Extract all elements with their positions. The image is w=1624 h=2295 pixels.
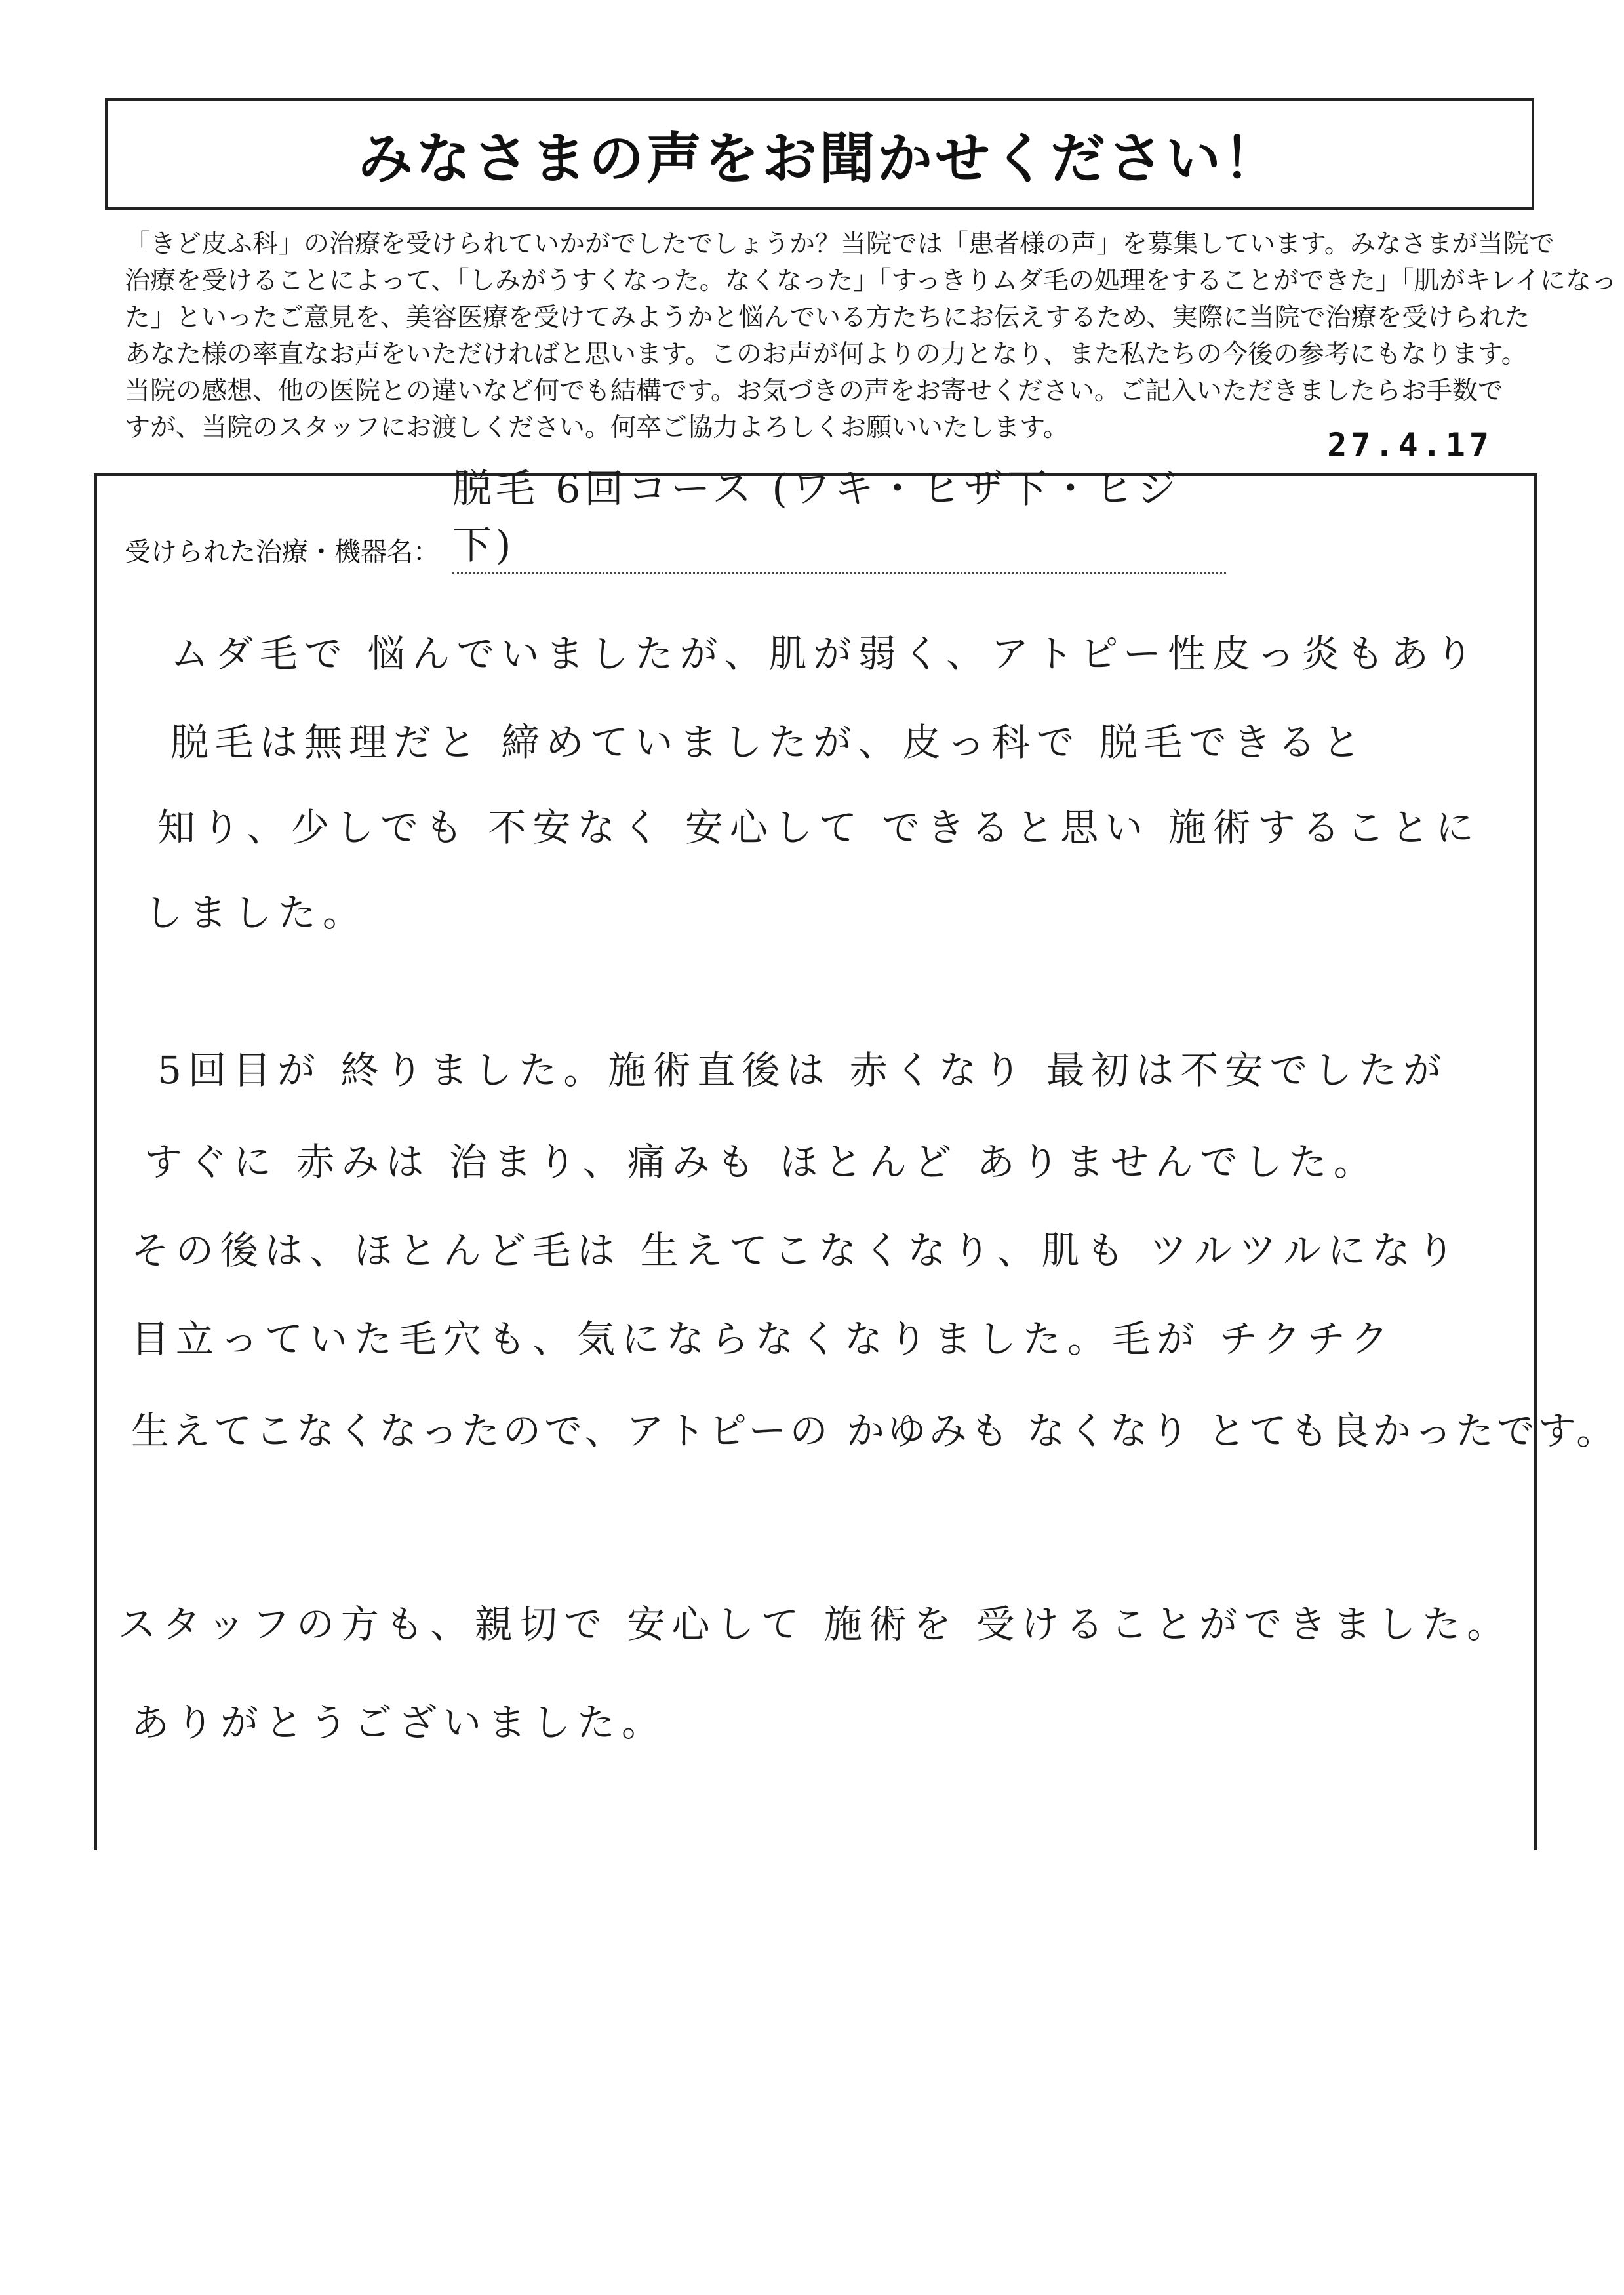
intro-line: た」といったご意見を、美容医療を受けてみようかと悩んでいる方たちにお伝えするため、実際に当院で治療を受けられた bbox=[125, 303, 1530, 332]
comment-line: 生えてこなくなったので、アトピーの かゆみも なくなり とても良かったです。 bbox=[131, 1408, 1618, 1453]
treatment-value: 脱毛 6回コース (ワキ・ヒザ下・ヒジ下) bbox=[452, 458, 1226, 574]
comment-line: しました。 bbox=[144, 890, 368, 935]
comment-line: すぐに 赤みは 治まり、痛みも ほとんど ありませんでした。 bbox=[144, 1140, 1378, 1184]
treatment-label: 受けられた治療・機器名： bbox=[125, 537, 439, 567]
comment-line: 5回目が 終りました。施術直後は 赤くなり 最初は不安でしたが bbox=[157, 1048, 1448, 1092]
intro-paragraph bbox=[125, 226, 1617, 447]
comment-line: ムダ毛で 悩んでいましたが、肌が弱く、アトピー性皮っ炎もあり bbox=[170, 631, 1480, 676]
title-box bbox=[105, 98, 1534, 210]
comment-line: その後は、ほとんど毛は 生えてこなくなり、肌も ツルツルになり bbox=[131, 1228, 1461, 1273]
comment-line: スタッフの方も、親切で 安心して 施術を 受けることができました。 bbox=[118, 1602, 1512, 1646]
intro-line: 当院の感想、他の医院との違いなど何でも結構です。お気づきの声をお寄せください。ご記入いただきましたらお手数で bbox=[125, 376, 1503, 406]
intro-line: 治療を受けることによって、「しみがうすくなった。なくなった」「すっきりムダ毛の処理をすることができた」「肌がキレイになっ bbox=[125, 266, 1617, 296]
comment-line: ありがとうございました。 bbox=[131, 1700, 667, 1745]
comment-line: 脱毛は無理だと 締めていましたが、皮っ科で 脱毛できると bbox=[170, 720, 1367, 765]
intro-line: あなた様の率直なお声をいただければと思います。このお声が何よりの力となり、また私たちの今後の参考にもなります。 bbox=[125, 340, 1527, 369]
comment-line: 目立っていた毛穴も、気にならなくなりました。毛が チクチク bbox=[131, 1317, 1395, 1361]
intro-line: 「きど皮ふ科」の治療を受けられていかがでしたでしょうか？当院では「患者様の声」を募集しています。みなさまが当院で bbox=[125, 230, 1555, 259]
page-title: みなさまの声をお聞かせください！ bbox=[357, 126, 1281, 191]
date-stamp: 27.4.17 bbox=[1327, 426, 1493, 464]
intro-line: すが、当院のスタッフにお渡しください。何卒ご協力よろしくお願いいたします。 bbox=[125, 413, 1069, 443]
treatment-row bbox=[125, 466, 1226, 574]
comment-line: 知り、少しでも 不安なく 安心して できると思い 施術することに bbox=[157, 805, 1480, 850]
